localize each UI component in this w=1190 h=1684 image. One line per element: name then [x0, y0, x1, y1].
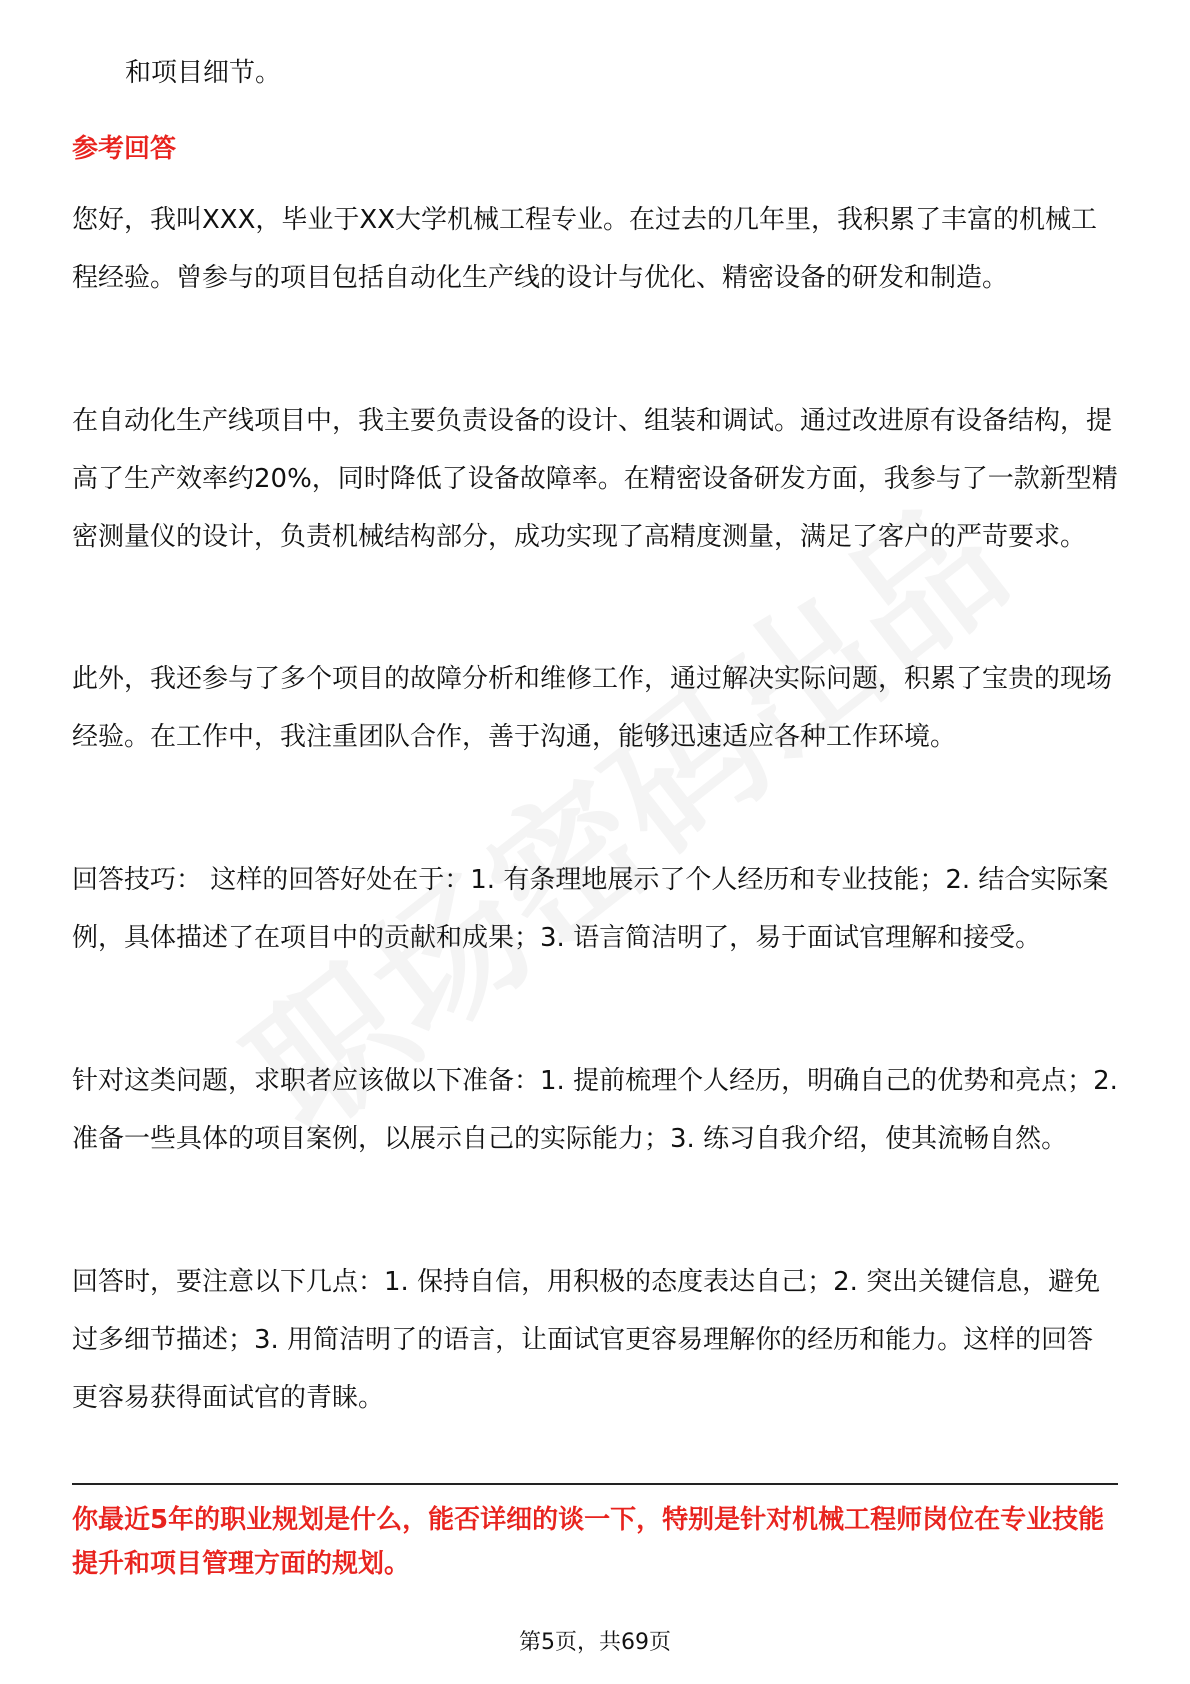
answer-paragraph-2: 在自动化生产线项目中，我主要负责设备的设计、组装和调试。通过改进原有设备结构，提高了生产效率约20%，同时降低了设备故障率。在精密设备研发方面，我参与了一款新型精密测量仪的设计，负责机械结构部分，成功实现了高精度测量，满足了客户的严苛要求。 [72, 406, 1118, 552]
preparation-paragraph: 针对这类问题，求职者应该做以下准备：1. 提前梳理个人经历，明确自己的优势和亮点；2. 准备一些具体的项目案例，以展示自己的实际能力；3. 练习自我介绍，使其流畅自然。 [72, 1066, 1118, 1154]
answer-paragraph-3: 此外，我还参与了多个项目的故障分析和维修工作，通过解决实际问题，积累了宝贵的现场经验。在工作中，我注重团队合作，善于沟通，能够迅速适应各种工作环境。 [72, 664, 1113, 752]
continuation-text: 和项目细节。 [125, 58, 282, 88]
page-number: 第5页，共69页 [519, 1630, 671, 1655]
notes-paragraph: 回答时，要注意以下几点：1. 保持自信，用积极的态度表达自己；2. 突出关键信息，避免过多细节描述；3. 用简洁明了的语言，让面试官更容易理解你的经历和能力。这样的回答更容易获得面试官的青睐。 [72, 1267, 1101, 1413]
answer-paragraph-1: 您好，我叫XXX，毕业于XX大学机械工程专业。在过去的几年里，我积累了丰富的机械工程经验。曾参与的项目包括自动化生产线的设计与优化、精密设备的研发和制造。 [72, 205, 1098, 293]
section-divider [72, 1483, 1118, 1485]
next-question: 你最近5年的职业规划是什么，能否详细的谈一下，特别是针对机械工程师岗位在专业技能提升和项目管理方面的规划。 [72, 1505, 1105, 1579]
tips-paragraph: 回答技巧： 这样的回答好处在于：1. 有条理地展示了个人经历和专业技能；2. 结合实际案例，具体描述了在项目中的贡献和成果；3. 语言简洁明了，易于面试官理解和接受。 [72, 865, 1109, 953]
section-title: 参考回答 [72, 134, 177, 164]
